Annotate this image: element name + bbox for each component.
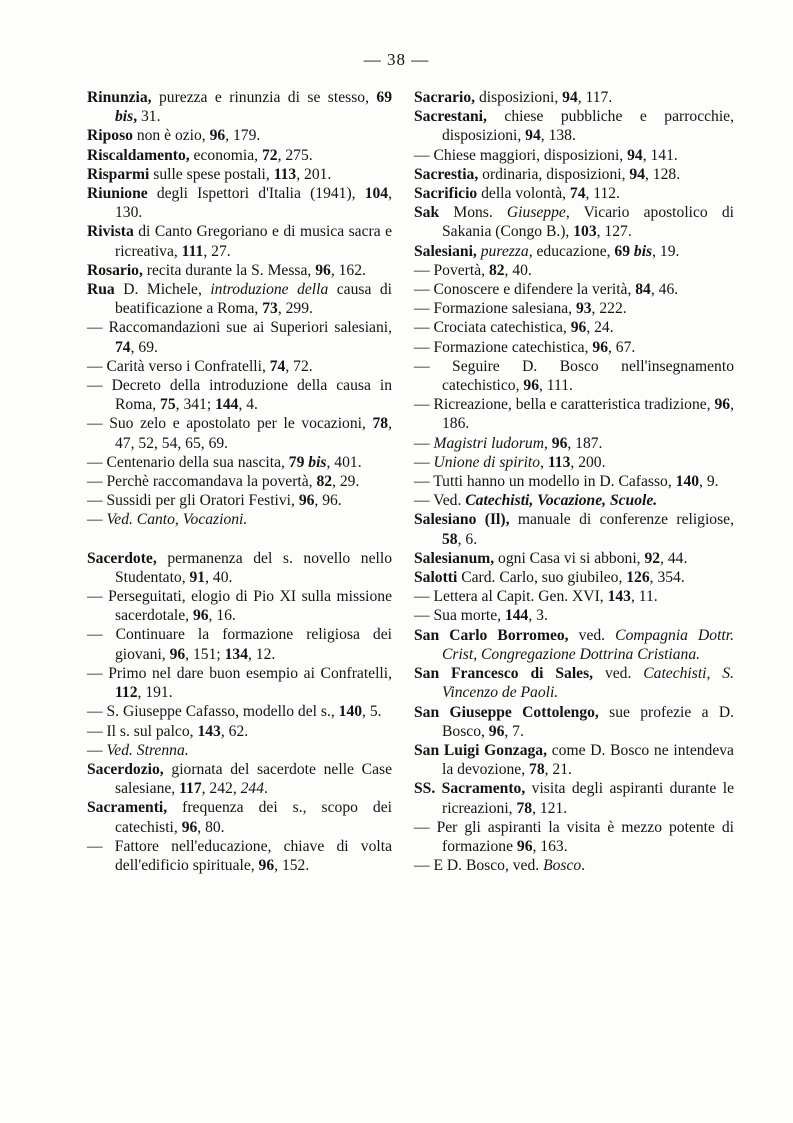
entry-bold-italic: bis: [115, 108, 134, 126]
index-entry: [87, 472, 392, 491]
entry-text: , 24.: [586, 319, 614, 337]
index-entry: [414, 741, 734, 779]
page-number: — 38 —: [363, 50, 430, 69]
entry-text: , 200.: [570, 453, 606, 471]
entry-text: , 3.: [528, 607, 548, 625]
entry-text: frequenza dei s., scopo dei catechisti,: [115, 799, 392, 836]
entry-bold-italic: Catechisti, Vocazione, Scuole.: [465, 492, 658, 510]
entry-text: , 4.: [238, 396, 258, 414]
entry-text: — Ricreazione, bella e caratteristica tradizione,: [414, 396, 715, 414]
volume-number: 94: [525, 127, 541, 145]
entry-heading: Sacrificio: [414, 185, 478, 203]
volume-number: 96: [209, 127, 226, 145]
entry-text: , 201.: [296, 165, 332, 183]
entry-text: , 16.: [208, 607, 236, 625]
entry-text: — S. Giuseppe Cafasso, modello del s.,: [87, 703, 339, 721]
entry-text: , 27.: [203, 242, 231, 260]
index-entry: [414, 88, 734, 107]
entry-text: , 128.: [645, 165, 681, 183]
entry-text: — Formazione salesiana,: [414, 300, 576, 318]
volume-number: 96: [592, 338, 608, 356]
volume-number: 74: [569, 185, 586, 203]
entry-heading: Riscaldamento,: [87, 146, 190, 164]
index-entry: [414, 357, 734, 395]
entry-text: — Fattore nell'educazione, chiave di volta dell'edificio spirituale,: [87, 837, 392, 874]
entry-text: , 141.: [642, 146, 678, 164]
entry-text: visita degli aspiranti durante le ricreazioni,: [442, 780, 734, 817]
entry-text: , 179.: [225, 127, 261, 145]
entry-text: — Suo zelo e apostolato per le vocazioni,: [87, 415, 373, 433]
entry-text: — Sussidi per gli Oratori Festivi,: [87, 492, 299, 510]
volume-number: 69: [614, 242, 634, 260]
entry-text: ved.: [568, 626, 616, 644]
index-entry: [414, 606, 734, 625]
entry-text: , 29.: [332, 473, 360, 491]
entry-text: , 191.: [137, 684, 173, 702]
entry-text: , 19.: [652, 242, 680, 260]
index-entry: [87, 798, 392, 836]
entry-text: Card. Carlo, suo giubileo,: [457, 569, 627, 587]
entry-text: , 162.: [330, 261, 366, 279]
entry-text: — Il s. sul palco,: [87, 722, 198, 740]
index-entry: [87, 376, 392, 414]
entry-italic: purezza: [480, 242, 529, 260]
index-entry: [87, 88, 392, 126]
entry-text: , 163.: [532, 837, 568, 855]
entry-text: , 354.: [649, 569, 685, 587]
index-entry: [414, 626, 734, 664]
entry-heading: Rinunzia,: [87, 89, 152, 106]
index-entry: [414, 299, 734, 318]
entry-text: ogni Casa vi si abboni,: [494, 549, 645, 567]
index-entry: [87, 702, 392, 721]
entry-text: — Seguire D. Bosco nell'insegnamento catechistico,: [414, 357, 734, 395]
entry-text: .: [581, 857, 586, 875]
index-entry: [414, 395, 734, 433]
volume-number: 96: [523, 377, 539, 395]
index-entry: [414, 165, 734, 184]
entry-text: ,: [543, 434, 552, 452]
entry-text: .: [264, 780, 268, 798]
volume-number: 69: [376, 89, 392, 106]
entry-text: , 222.: [591, 300, 627, 318]
index-entry: [414, 261, 734, 280]
index-entry: [414, 453, 734, 472]
entry-text: — Lettera al Capit. Gen. XVI,: [414, 588, 608, 606]
volume-number: 79: [288, 453, 309, 471]
volume-number: 82: [316, 473, 333, 491]
entry-text: , 80.: [197, 818, 225, 836]
index-entry: [414, 510, 734, 548]
entry-text: 31.: [137, 108, 161, 126]
entry-italic: Compagnia Dottr. Crist, Congregazione Dottrina Cristiana.: [442, 626, 734, 663]
entry-heading: Riunione: [87, 185, 148, 203]
volume-number: 96: [258, 856, 275, 874]
index-entry: [414, 338, 734, 357]
index-entry: [87, 837, 392, 875]
volume-number: 72: [261, 146, 278, 164]
entry-text: — Chiese maggiori, disposizioni,: [414, 146, 628, 164]
entry-heading: Rua: [87, 281, 115, 299]
entry-text: ,: [540, 453, 548, 471]
entry-heading: Sacrario,: [414, 89, 476, 106]
entry-text: — E D. Bosco, ved.: [414, 857, 544, 875]
entry-text: sulle spese postali,: [149, 165, 274, 183]
entry-text: ordinaria, disposizioni,: [478, 165, 630, 183]
volume-number: 96: [714, 396, 731, 414]
entry-heading: Sacramenti,: [87, 799, 168, 817]
volume-number: 113: [547, 453, 571, 471]
volume-number: 92: [644, 549, 661, 567]
index-entry: [87, 587, 392, 625]
entry-bold-italic: bis: [308, 453, 327, 471]
index-entry: [414, 184, 734, 203]
entry-text: , 67.: [608, 338, 636, 356]
volume-number: 96: [192, 607, 209, 625]
index-entry: [414, 779, 734, 817]
entry-text: , educazione,: [528, 242, 615, 260]
entry-text: , 11.: [630, 588, 658, 606]
entry-bold-italic: bis: [633, 242, 653, 260]
index-entry: [87, 165, 392, 184]
volume-number: 94: [629, 165, 645, 183]
volume-number: 144: [504, 607, 529, 625]
entry-text: , 6.: [457, 530, 478, 548]
index-entry: [87, 318, 392, 356]
entry-text: —: [87, 511, 107, 529]
volume-number: 96: [570, 319, 587, 337]
volume-number: 117: [179, 780, 202, 798]
entry-text: come D. Bosco ne intendeva la devozione,: [442, 741, 734, 779]
entry-text: , 47, 52, 54, 65, 69.: [115, 415, 392, 452]
entry-text: , 40.: [504, 261, 532, 279]
index-entry: [87, 625, 392, 663]
entry-heading: Salesiano (Il),: [414, 511, 510, 529]
entry-text: non è ozio,: [132, 127, 210, 145]
entry-text: — Ved.: [414, 492, 466, 510]
entry-text: giornata del sacerdote nelle Case salesiane,: [115, 760, 392, 798]
entry-heading: Salotti: [414, 569, 458, 587]
volume-number: 126: [626, 569, 650, 587]
entry-text: , 40.: [205, 568, 233, 586]
entry-heading: Sacerdozio,: [87, 760, 164, 778]
entry-text: , 187.: [567, 434, 603, 452]
entry-text: Mons.: [439, 204, 507, 222]
volume-number: 91: [189, 568, 206, 586]
entry-text: , 121.: [532, 799, 568, 817]
index-entry: [87, 222, 392, 260]
index-entry: [87, 280, 392, 318]
entry-text: , 112.: [585, 185, 621, 203]
entry-italic: Bosco: [543, 857, 582, 875]
entry-text: , 21.: [544, 761, 572, 779]
entry-heading: Rosario,: [87, 261, 143, 279]
entry-text: — Tutti hanno un modello in D. Cafasso,: [414, 473, 676, 491]
entry-text: , 7.: [504, 722, 524, 740]
index-entry: [87, 357, 392, 376]
entry-text: , 12.: [247, 645, 276, 663]
volume-number: 140: [338, 703, 363, 721]
entry-text: , 299.: [277, 300, 313, 318]
entry-heading: Riposo: [87, 127, 133, 145]
entry-text: economia,: [189, 146, 262, 164]
entry-heading: San Carlo Borromeo,: [414, 626, 569, 644]
entry-heading: San Francesco di Sales,: [414, 665, 594, 683]
index-entry: [414, 242, 734, 261]
entry-text: , 401.: [326, 453, 362, 471]
index-entry: [87, 722, 392, 741]
index-entry: [414, 703, 734, 741]
entry-heading: SS. Sacramento,: [414, 780, 526, 798]
index-entry: [87, 510, 392, 529]
entry-heading: Salesianum,: [414, 549, 495, 567]
index-entry: [414, 549, 734, 568]
index-entry: [87, 760, 392, 798]
entry-text: degli Ispettori d'Italia (1941),: [147, 185, 365, 203]
entry-text: — Crociata catechistica,: [414, 319, 571, 337]
index-entry: [414, 318, 734, 337]
volume-number: 96: [516, 837, 533, 855]
entry-text: , 127.: [596, 223, 632, 241]
volume-number: 111: [181, 242, 204, 260]
entry-text: — Continuare la formazione religiosa dei giovani,: [87, 626, 392, 663]
entry-italic: Giuseppe: [506, 204, 566, 222]
index-entry: [414, 146, 734, 165]
entry-text: — Conoscere e difendere la verità,: [414, 281, 636, 299]
entry-text: , Vicario apostolico di Sakania (Congo B.),: [442, 204, 734, 241]
entry-text: , 152.: [274, 856, 310, 874]
entry-text: sue profezie a D. Bosco,: [442, 703, 734, 740]
entry-text: permanenza del s. novello nello Studentato,: [115, 549, 392, 586]
entry-text: , 242,: [201, 780, 241, 798]
entry-heading: San Luigi Gonzaga,: [414, 741, 547, 759]
volume-number: 74: [115, 338, 131, 356]
index-column-right: [414, 88, 734, 875]
entry-heading: Rivista: [87, 223, 134, 241]
entry-text: — Primo nel dare buon esempio ai Confratelli,: [87, 664, 392, 682]
entry-text: , 46.: [650, 281, 679, 299]
volume-number: 104: [364, 185, 389, 203]
entry-text: , 111.: [539, 377, 573, 395]
volume-number: 94: [562, 89, 578, 106]
volume-number: 93: [575, 300, 592, 318]
entry-text: — Centenario della sua nascita,: [87, 453, 289, 471]
index-entry: [87, 184, 392, 222]
entry-heading: Salesiani,: [414, 242, 477, 260]
entry-text: — Decreto della introduzione della causa in Roma,: [87, 377, 392, 414]
entry-text: , 72.: [285, 357, 313, 375]
volume-number: 78: [372, 415, 389, 433]
entry-text: — Per gli aspiranti la visita è mezzo potente di formazione: [414, 818, 734, 855]
entry-text: disposizioni,: [475, 89, 563, 106]
volume-number: 78: [529, 761, 545, 779]
volume-number: 74: [269, 357, 286, 375]
volume-number: 96: [315, 261, 331, 279]
volume-number: 96: [169, 645, 186, 663]
volume-number: 96: [181, 818, 198, 836]
volume-number: 96: [298, 492, 315, 510]
index-entry: [87, 414, 392, 452]
index-entry: [414, 472, 734, 491]
index-entry: [87, 126, 392, 145]
index-entry: [414, 568, 734, 587]
entry-text: ved.: [593, 665, 644, 683]
volume-number: 96: [551, 434, 568, 452]
entry-text: , 5.: [362, 703, 382, 721]
entry-heading: Sacrestani,: [414, 108, 487, 126]
entry-heading: San Giuseppe Cottolengo,: [414, 703, 599, 721]
index-entry: [414, 491, 734, 510]
entry-text: , 62.: [220, 722, 249, 740]
index-entry: [87, 664, 392, 702]
volume-number: 140: [675, 473, 700, 491]
index-entry: [87, 453, 392, 472]
entry-text: — Perchè raccomandava la povertà,: [87, 473, 317, 491]
volume-number: ,: [133, 108, 138, 126]
volume-number: 103: [573, 223, 597, 241]
index-entry: [414, 203, 734, 241]
index-entry: [414, 107, 734, 145]
index-entry: [414, 664, 734, 702]
volume-number: 94: [627, 146, 643, 164]
entry-italic: Ved. Canto, Vocazioni.: [106, 511, 248, 529]
entry-text: — Carità verso i Confratelli,: [87, 357, 270, 375]
volume-number: 113: [273, 165, 297, 183]
entry-text: — Perseguitati, elogio di Pio XI sulla missione sacerdotale,: [87, 588, 392, 625]
entry-text: , 341;: [175, 396, 216, 414]
entry-italic: Ved. Strenna.: [106, 741, 189, 759]
volume-number: 75: [160, 396, 176, 414]
index-entry: [414, 587, 734, 606]
entry-text: , 44.: [660, 549, 688, 567]
entry-text: D. Michele,: [114, 281, 211, 299]
index-entry: [414, 856, 734, 875]
entry-text: , 117.: [577, 89, 613, 106]
entry-text: — Sua morte,: [414, 607, 505, 625]
entry-heading: Sak: [414, 204, 440, 222]
index-entry: [414, 818, 734, 856]
index-entry: [87, 549, 392, 587]
entry-text: — Formazione catechistica,: [414, 338, 593, 356]
entry-text: di Canto Gregoriano e di musica sacra e ricreativa,: [115, 223, 392, 260]
entry-text: — Povertà,: [414, 261, 489, 279]
entry-heading: Sacerdote,: [87, 549, 157, 567]
entry-italic: 244: [240, 780, 264, 798]
entry-italic: Catechisti, S. Vincenzo de Paoli.: [442, 665, 734, 702]
volume-number: 143: [607, 588, 631, 606]
volume-number: 112: [115, 684, 138, 702]
index-entry: [414, 434, 734, 453]
entry-italic: Magistri ludorum: [433, 434, 544, 452]
index-entry: [87, 741, 392, 760]
entry-text: recita durante la S. Messa,: [142, 261, 316, 279]
entry-italic: introduzione della: [210, 281, 329, 299]
index-entry: [87, 491, 392, 510]
entry-text: , 9.: [699, 473, 719, 491]
index-entry: [87, 146, 392, 165]
volume-number: 82: [488, 261, 505, 279]
entry-italic: Unione di spirito: [433, 453, 541, 471]
entry-text: , 69.: [130, 338, 158, 356]
volume-number: 84: [635, 281, 651, 299]
volume-number: 96: [488, 722, 505, 740]
volume-number: 73: [262, 300, 278, 318]
entry-text: purezza e rinunzia di se stesso,: [151, 89, 377, 106]
entry-text: della volontà,: [477, 185, 570, 203]
index-entry: [87, 261, 392, 280]
entry-text: , 96.: [314, 492, 342, 510]
index-entry: [414, 280, 734, 299]
volume-number: 134: [224, 645, 248, 663]
entry-text: chiese pubbliche e parrocchie, disposizioni,: [442, 108, 734, 145]
index-column-left: [87, 88, 392, 875]
entry-heading: Sacrestia,: [414, 165, 479, 183]
entry-text: —: [87, 741, 107, 759]
volume-number: 143: [197, 722, 221, 740]
entry-text: —: [414, 434, 434, 452]
volume-number: 58: [442, 530, 458, 548]
entry-heading: Risparmi: [87, 165, 150, 183]
entry-text: , 130.: [115, 185, 392, 222]
entry-text: —: [414, 453, 434, 471]
entry-text: , 186.: [442, 396, 734, 433]
volume-number: 78: [516, 799, 533, 817]
entry-text: manuale di conferenze religiose,: [509, 511, 734, 529]
entry-text: , 138.: [540, 127, 576, 145]
entry-text: , 275.: [277, 146, 313, 164]
entry-text: — Raccomandazioni sue ai Superiori salesiani,: [87, 319, 392, 337]
volume-number: 144: [215, 396, 239, 414]
entry-text: , 151;: [185, 645, 225, 663]
entry-text: causa di beatificazione a Roma,: [115, 281, 392, 318]
